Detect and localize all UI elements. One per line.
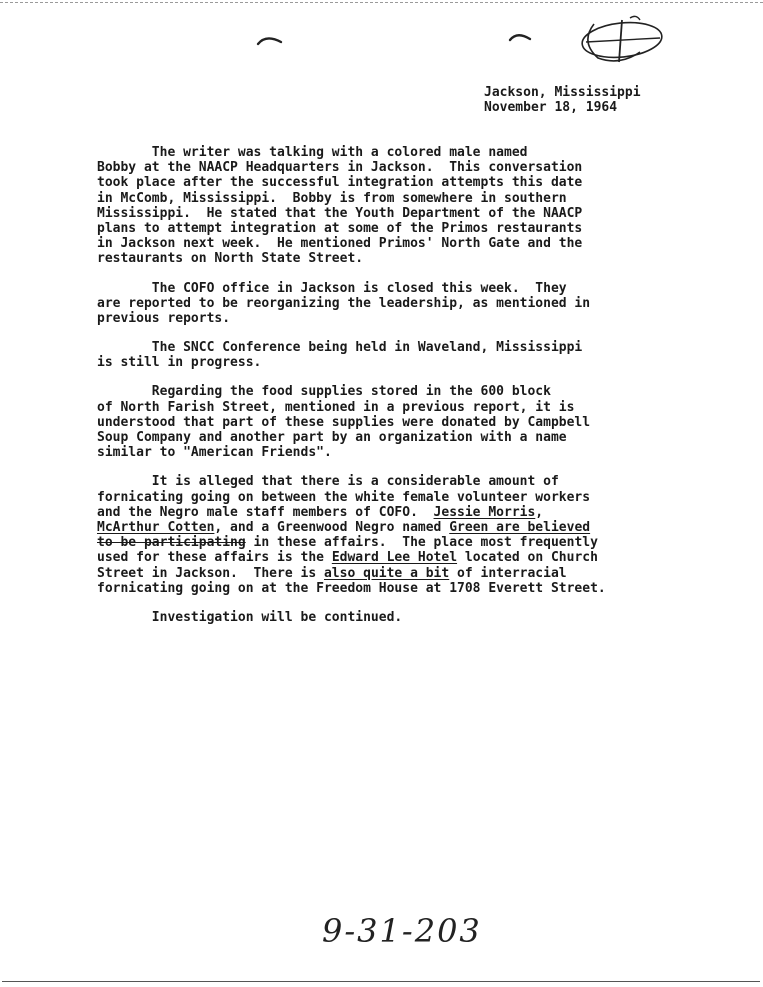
text-line: in McComb, Mississippi. Bobby is from somewhere in southern [97,190,567,206]
underlined-phrase-green: Green are believed [449,519,591,535]
text-line: Investigation will be continued. [97,609,403,625]
text-line: of North Farish Street, mentioned in a previous report, it is [97,399,575,415]
text-line: Bobby at the NAACP Headquarters in Jackson. This conversation [97,160,583,176]
text-line: fornicating going on between the white female volunteer workers [97,489,591,505]
text-line: Mississippi. He stated that the Youth Department of the NAACP [97,205,583,221]
text-segment: located on Church [457,550,598,566]
text-segment: used for these affairs is the [97,550,332,566]
text-line [97,505,697,520]
text-line: The COFO office in Jackson is closed this week. They [97,280,567,296]
pen-mark-left [258,38,281,44]
text-line: previous reports. [97,310,231,326]
closing-paragraph [97,610,697,625]
memo-body [97,145,697,639]
text-segment: of interracial [449,565,567,581]
text-line [97,550,697,565]
text-line: The writer was talking with a colored male named [97,145,528,160]
underlined-phrase: also quite a bit [323,565,450,581]
underlined-hotel-name: Edward Lee Hotel [331,550,458,566]
dateline-date: November 18, 1964 [484,100,618,116]
text-line: understood that part of these supplies were donated by Campbell [97,414,591,430]
text-segment: in these affairs. The place most frequently [245,535,598,551]
text-line: Soup Company and another part by an organization with a name [97,430,567,445]
text-line: are reported to be reorganizing the leadership, as mentioned in [97,295,591,311]
text-line: It is alleged that there is a considerable amount of [97,474,559,490]
underlined-name-jessie-morris: Jessie Morris [433,504,536,520]
text-segment: and the Negro male staff members of COFO. [97,504,434,520]
handwritten-marks [0,0,763,120]
pen-mark-right [510,35,530,40]
text-segment: , and a Greenwood Negro named [214,519,450,535]
text-line: fornicating going on at the Freedom House at 1708 Everett Street. [97,580,606,596]
dateline-place: Jackson, Mississippi [484,85,641,100]
paragraph-4 [97,384,697,460]
text-line [97,520,697,535]
text-line: plans to attempt integration at some of the Primos restaurants [97,220,583,236]
handwritten-file-number: 9-31-203 [322,912,482,950]
circled-cross-mark [580,16,663,62]
text-segment: Street in Jackson. There is [97,565,324,581]
paragraph-1 [97,145,697,267]
paragraph-2 [97,281,697,327]
paragraph-5 [97,474,697,596]
text-line: is still in progress. [97,355,262,371]
text-line: took place after the successful integration attempts this date [97,175,583,191]
text-line: in Jackson next week. He mentioned Primos' North Gate and the [97,236,583,252]
text-line: Regarding the food supplies stored in the 600 block [97,384,551,400]
bottom-rule [2,981,760,982]
dateline [484,85,641,115]
text-line: similar to "American Friends". [97,445,332,461]
text-line [97,566,697,581]
paragraph-3 [97,340,697,370]
underlined-name-mcarthur-cotten: McArthur Cotten [97,519,215,535]
text-line: restaurants on North State Street. [97,251,364,267]
struck-phrase: to be participating [97,535,246,551]
text-line: The SNCC Conference being held in Waveland, Mississippi [97,340,583,356]
text-line [97,535,697,550]
text-segment: , [535,504,544,520]
